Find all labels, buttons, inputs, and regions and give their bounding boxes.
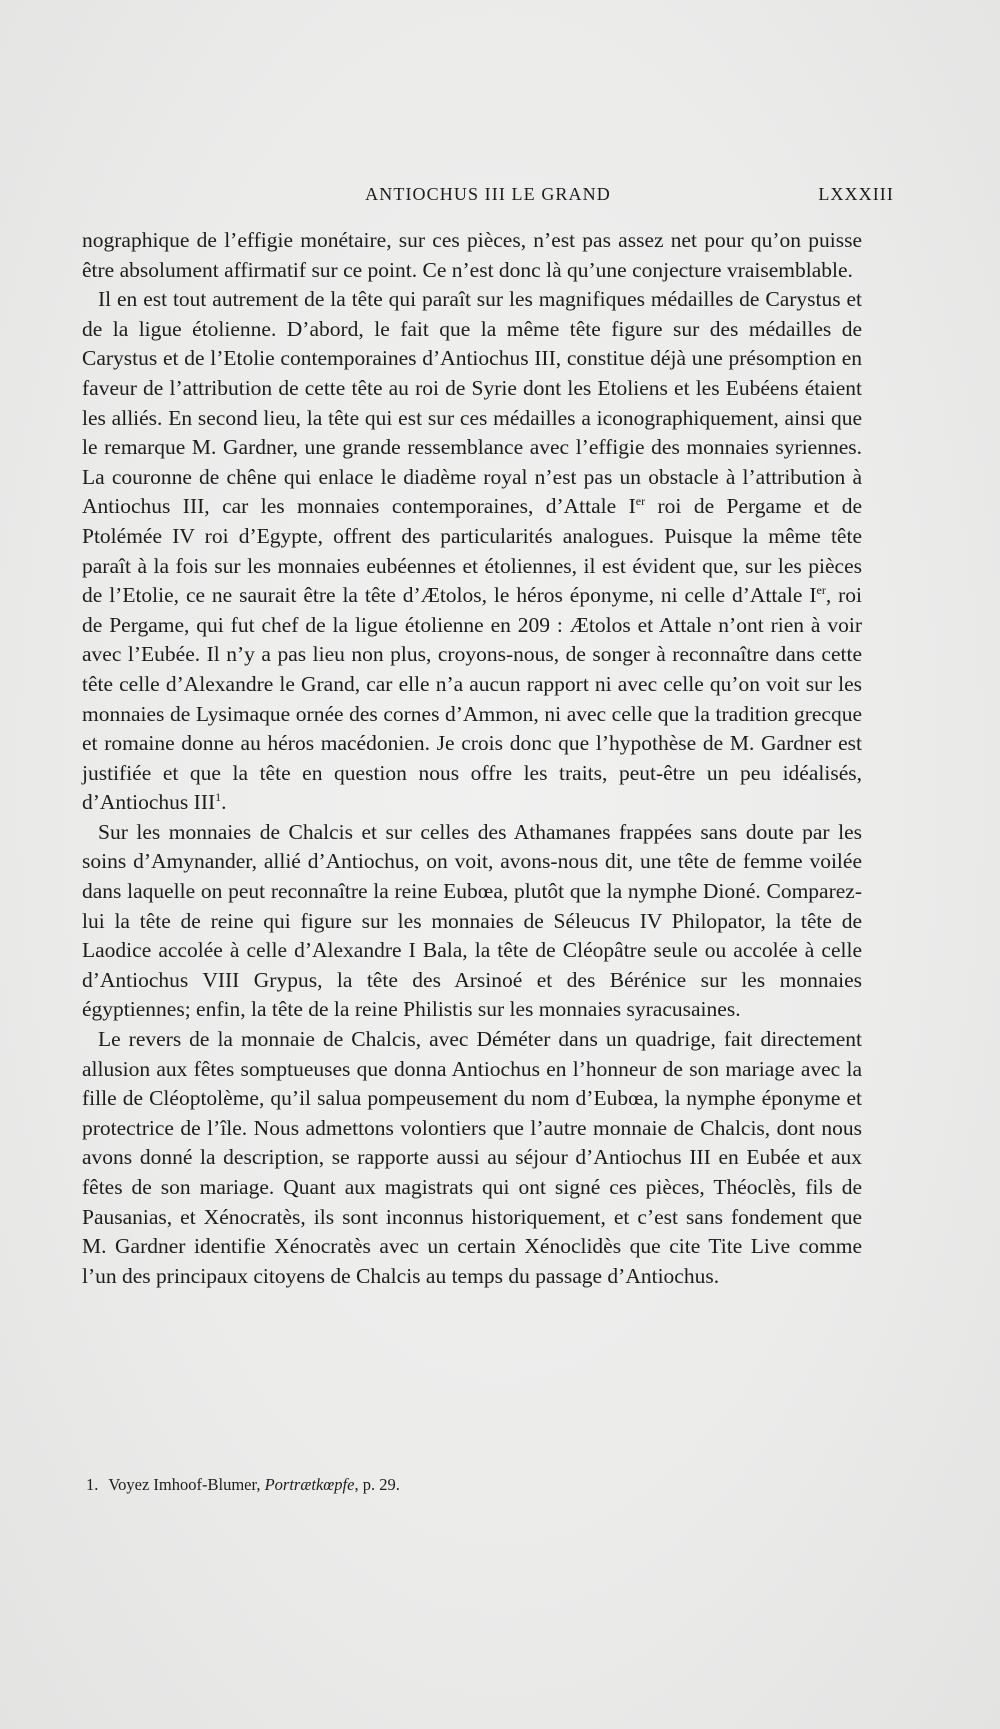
footnote-work-title: Portrætkœpfe — [264, 1475, 355, 1494]
running-head-title: ANTIOCHUS III LE GRAND — [365, 184, 611, 204]
footnote-number: 1. — [86, 1475, 99, 1494]
body-text — [82, 226, 862, 1291]
paragraph — [82, 226, 862, 285]
page-number: LXXXIII — [818, 184, 894, 204]
text-run: roi de Pergame et de Ptolémée IV roi d’Egypte, offrent des particularités analogues. Puisque la même tête paraît à la fois sur les monnaies eubéennes et étoliennes, il est évident que, sur les pièces de l’Etolie, ce ne saurait être la tête d’Ætolos, le héros éponyme, ni celle d’Attale I — [82, 494, 863, 608]
superscript: 1 — [215, 790, 222, 805]
text-run: nographique de l’effigie monétaire, sur ces pièces, n’est pas assez net pour qu’on puisse être absolument affirmatif sur ce point. Ce n’est donc là qu’une conjecture vraisemblable. — [82, 228, 862, 282]
text-run: Le revers de la monnaie de Chalcis, avec Déméter dans un quadrige, fait directement allusion aux fêtes somptueuses que donna Antiochus en l’honneur de son mariage avec la fille de Cléoptolème, qu’il salua pompeusement du nom d’Eubœa, la nymphe éponyme et protectrice de l’île. Nous admettons volontiers que l’autre monnaie de Chalcis, dont nous avons donné la description, se rapporte aussi au séjour d’Antiochus III en Eubée et aux fêtes de son mariage. Quant aux magistrats qui ont signé ces pièces, Théoclès, fils de Pausanias, et Xénocratès, ils sont inconnus historiquement, et c’est sans fondement que M. Gardner identifie Xénocratès avec un certain Xénoclidès que cite Tite Live comme l’un des principaux citoyens de Chalcis au temps du passage d’Antiochus. — [82, 1027, 862, 1288]
paragraph — [82, 1025, 862, 1291]
running-head — [82, 184, 894, 214]
text-run: . — [221, 790, 227, 815]
footnote — [86, 1474, 846, 1496]
text-run: , roi de Pergame, qui fut chef de la ligue étolienne en 209 : Ætolos et Attale n’ont rien à voir avec l’Eubée. Il n’y a pas lieu non plus, croyons-nous, de songer à reconnaître dans cette tête celle d’Alexandre le Grand, car elle n’a aucun rapport ni avec celle qu’on voit sur les monnaies de Lysimaque ornée des cornes d’Ammon, ni avec celle que la tradition grecque et romaine donne au héros macédonien. Je crois donc que l’hypothèse de M. Gardner est justifiée et que la tête en question nous offre les traits, peut-être un peu idéalisés, d’Antiochus III — [82, 583, 862, 815]
superscript: er — [816, 583, 826, 598]
footnote-page-ref: , p. 29. — [354, 1475, 400, 1494]
text-run: Sur les monnaies de Chalcis et sur celles des Athamanes frappées sans doute par les soins d’Amynander, allié d’Antiochus, on voit, avons-nous dit, une tête de femme voilée dans laquelle on peut reconnaître la reine Eubœa, plutôt que la nymphe Dioné. Comparez-lui la tête de reine qui figure sur les monnaies de Séleucus IV Philopator, la tête de Laodice accolée à celle d’Alexandre I Bala, la tête de Cléopâtre seule ou accolée à celle d’Antiochus VIII Grypus, la tête des Arsinoé et des Bérénice sur les monnaies égyptiennes; enfin, la tête de la reine Philistis sur les monnaies syracusaines. — [82, 819, 862, 1022]
text-run: Il en est tout autrement de la tête qui paraît sur les magnifiques médailles de Carystus et de la ligue étolienne. D’abord, le fait que la même tête figure sur des médailles de Carystus et de l’Etolie contemporaines d’Antiochus III, constitue déjà une présomption en faveur de l’attribution de cette tête au roi de Syrie dont les Etoliens et les Eubéens étaient les alliés. En second lieu, la tête qui est sur ces médailles a iconographiquement, ainsi que le remarque M. Gardner, une grande ressemblance avec l’effigie des monnaies syriennes. La couronne de chêne qui enlace le diadème royal n’est pas un obstacle à l’attribution à Antiochus III, car les monnaies contemporaines, d’Attale I — [82, 287, 862, 519]
paragraph — [82, 285, 862, 818]
paragraph — [82, 818, 862, 1025]
superscript: er — [635, 494, 646, 509]
footnote-text: Voyez Imhoof-Blumer, — [108, 1475, 265, 1494]
